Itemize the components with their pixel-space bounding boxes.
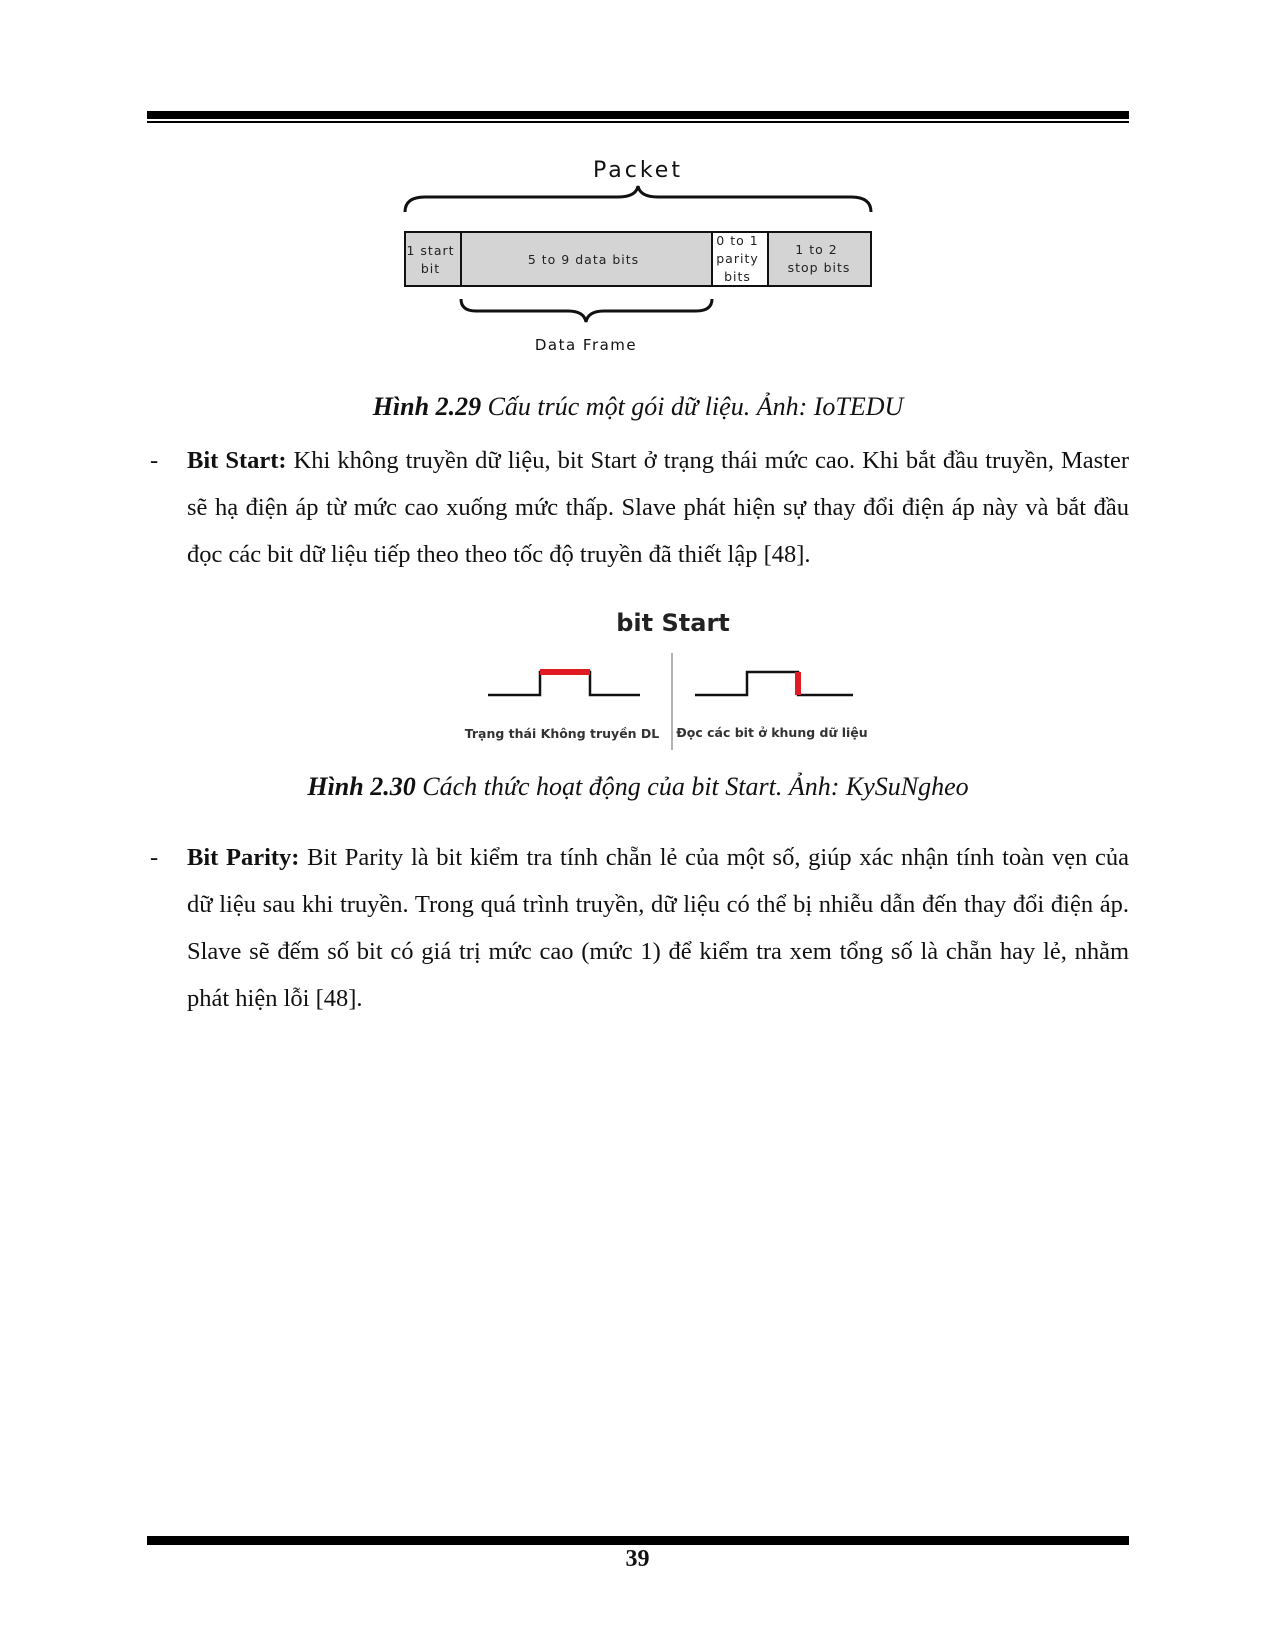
footer-rule	[147, 1536, 1129, 1545]
stop-bits-line2: stop bits	[787, 260, 851, 275]
start-bit-line2: bit	[420, 261, 441, 276]
page-number: 39	[625, 1546, 650, 1572]
stop-bits-line1: 1 to 2	[795, 242, 838, 257]
bit-start-text: Khi không truyền dữ liệu, bit Start ở trạng thái mức cao. Khi bắt đầu truyền, Master sẽ hạ điện áp từ mức cao xuống mức thấp. Slave phát hiện sự thay đổi điện áp này và bắt đầu đọc các bit dữ liệu tiếp theo theo tốc độ truyền đã thiết lập [48].	[187, 447, 1129, 568]
packet-structure-figure	[400, 150, 880, 370]
figure-2-29-label: Hình 2.29	[372, 392, 482, 421]
read-waveform	[695, 672, 853, 695]
bit-start-figure	[460, 605, 880, 755]
bit-parity-term: Bit Parity:	[187, 844, 300, 871]
start-bit-cell	[405, 232, 461, 286]
bit-parity-text: Bit Parity là bit kiểm tra tính chẵn lẻ của một số, giúp xác nhận tính toàn vẹn của dữ liệu sau khi truyền. Trong quá trình truyền, dữ liệu có thể bị nhiễu dẫn đến thay đổi điện áp. Slave sẽ đếm số bit có giá trị mức cao (mức 1) để kiểm tra xem tổng số là chẵn hay lẻ, nhằm phát hiện lỗi [48].	[187, 844, 1129, 1012]
idle-waveform	[488, 672, 640, 695]
parity-line1: 0 to 1	[716, 233, 759, 248]
packet-title: Packet	[593, 158, 683, 183]
read-bits-label: Đọc các bit ở khung dữ liệu	[676, 725, 868, 740]
parity-line2: parity	[716, 251, 759, 266]
data-bits-label: 5 to 9 data bits	[527, 252, 640, 267]
idle-state-label: Trạng thái Không truyền DL	[464, 726, 660, 741]
figure-2-30-caption	[147, 772, 1129, 802]
data-frame-brace	[461, 299, 712, 322]
figure-2-29-caption	[147, 392, 1129, 422]
bit-start-title: bit Start	[616, 609, 730, 637]
header-rule	[147, 111, 1129, 119]
figure-2-29-text: Cấu trúc một gói dữ liệu. Ảnh: IoTEDU	[481, 392, 904, 421]
figure-2-30-text: Cách thức hoạt động của bit Start. Ảnh: KySuNgheo	[415, 772, 969, 801]
start-bit-line1: 1 start	[406, 243, 455, 258]
figure-2-30-label: Hình 2.30	[307, 772, 416, 801]
bit-start-term: Bit Start:	[187, 447, 287, 474]
data-frame-label: Data Frame	[534, 336, 638, 354]
bullet-dash: -	[150, 447, 159, 474]
packet-brace	[405, 186, 871, 212]
header-rule-thin	[147, 121, 1129, 123]
parity-line3: bits	[724, 269, 751, 284]
stop-bits-cell	[768, 232, 871, 286]
bullet-dash: -	[150, 844, 159, 871]
